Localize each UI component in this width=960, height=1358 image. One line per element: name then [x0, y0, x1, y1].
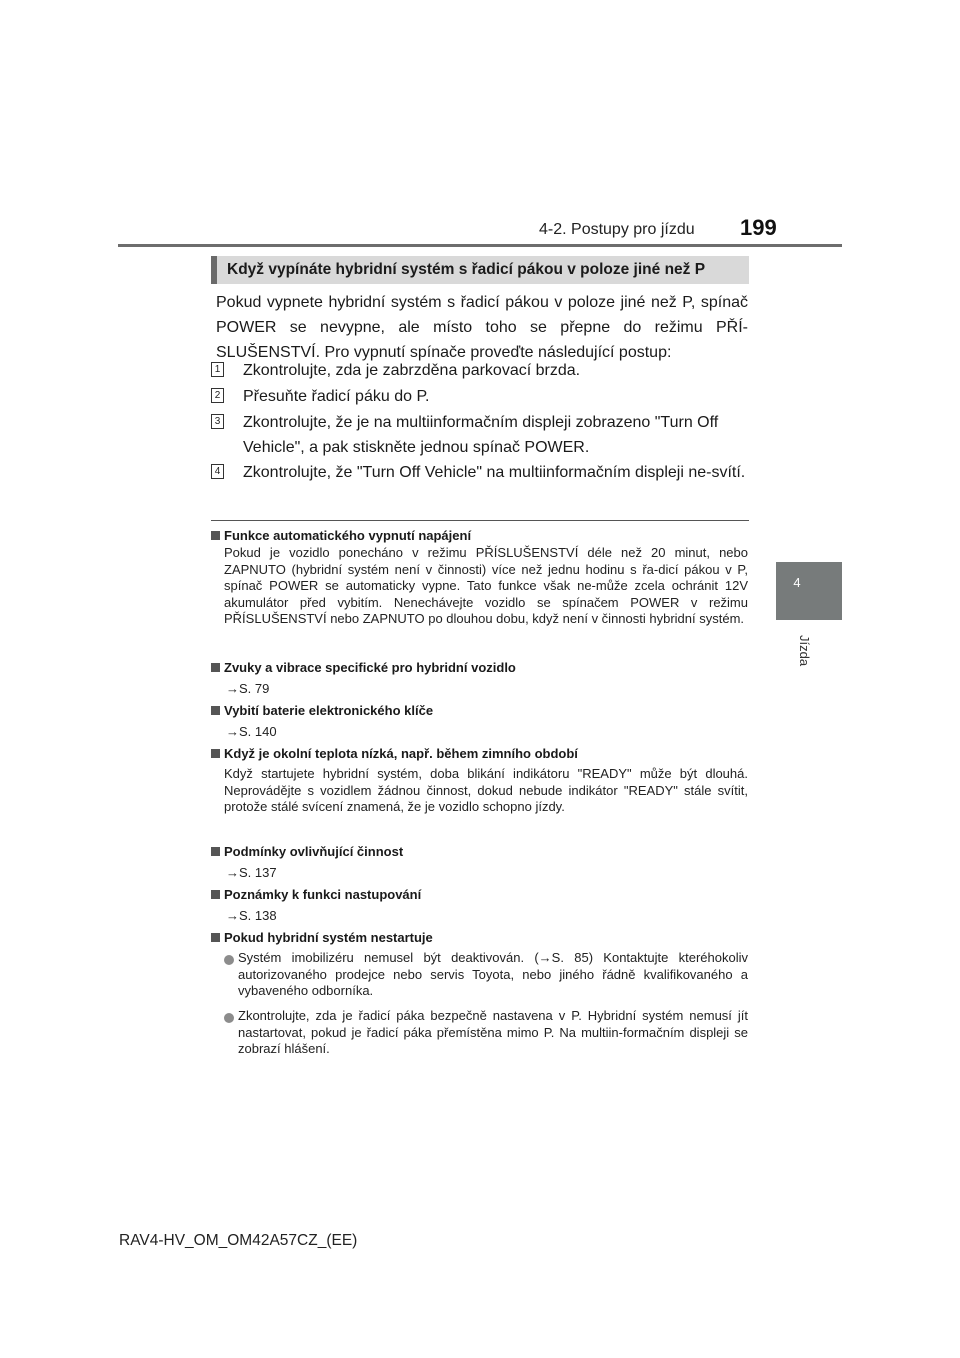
chapter-tab-number: 4 — [793, 575, 801, 590]
note-heading: Zvuky a vibrace specifické pro hybridní vozidlo — [211, 660, 516, 675]
note-heading: Vybití baterie elektronického klíče — [211, 703, 433, 718]
note-heading: Podmínky ovlivňující činnost — [211, 844, 403, 859]
note-heading: Pokud hybridní systém nestartuje — [211, 930, 433, 945]
circle-bullet-icon — [224, 1013, 234, 1023]
notes-divider — [211, 520, 749, 521]
bullet-text: Systém imobilizéru nemusel být deaktivován. (→S. 85) Kontaktujte kteréhokoliv autorizovaného prodejce nebo servis Toyota, nebo jiného řádně kvalifikovaného a vybaveného odborníka. — [238, 950, 748, 998]
section-heading: Když vypínáte hybridní systém s řadicí pákou v poloze jiné než P — [227, 261, 706, 278]
step-text: Přesuňte řadicí páku do P. — [243, 388, 430, 405]
page-reference: →S. 79 — [226, 681, 270, 696]
chapter-tab — [776, 562, 842, 620]
square-bullet-icon — [211, 933, 220, 942]
note-body: Když startujete hybridní systém, doba blikání indikátoru "READY" může být dlouhá. Neprovádějte s vozidlem žádnou činnost, dokud nebude indikátor "READY" stále svítit, protože stálé svícení znamená, že je vozidlo schopno jízdy. — [224, 766, 748, 814]
page-reference: →S. 137 — [226, 865, 277, 880]
step-number-box: 4 — [211, 464, 224, 479]
square-bullet-icon — [211, 890, 220, 899]
bullet-text: Zkontrolujte, zda je řadicí páka bezpečně nastavena v P. Hybridní systém nemusí jít nastartovat, pokud je řadicí páka přemístěna mimo P. Na multiin-formačním displeji se zobrazí hlášení. — [238, 1008, 748, 1056]
header-rule — [118, 244, 842, 247]
section-heading-bar — [211, 256, 749, 284]
step-number-box: 1 — [211, 362, 224, 377]
square-bullet-icon — [211, 749, 220, 758]
square-bullet-icon — [211, 531, 220, 540]
square-bullet-icon — [211, 847, 220, 856]
step-text: Zkontrolujte, že "Turn Off Vehicle" na multiinformačním displeji ne-svítí. — [243, 464, 746, 481]
note-heading: Když je okolní teplota nízká, např. během zimního období — [211, 746, 578, 761]
intro-paragraph: Pokud vypnete hybridní systém s řadicí pákou v poloze jiné než P, spínač POWER se nevypne, ale místo toho se přepne do režimu PŘÍ-SLUŠENSTVÍ. Pro vypnutí spínače proveďte následující postup: — [216, 294, 748, 361]
note-heading: Poznámky k funkci nastupování — [211, 887, 421, 902]
step-number-box: 2 — [211, 388, 224, 403]
page-reference: →S. 138 — [226, 908, 277, 923]
step-text: Zkontrolujte, že je na multiinformačním displeji zobrazeno "Turn Off Vehicle", a pak stiskněte jednou spínač POWER. — [243, 414, 719, 456]
chapter-tab-label: Jízda — [797, 635, 812, 667]
note-heading: Funkce automatického vypnutí napájení — [211, 528, 471, 543]
note-body: Pokud je vozidlo ponecháno v režimu PŘÍSLUŠENSTVÍ déle než 20 minut, nebo ZAPNUTO (hybridní systém není v činnosti) více než jednu hodinu s řa-dicí pákou v P, spínač POWER se automaticky vypne. Tato funkce však ne-může zcela ochránit 12V akumulátor před vybitím. Nenechávejte vozidlo se spínačem POWER v režimu PŘÍSLUŠENSTVÍ nebo ZAPNUTO po dlouhou dobu, když není v činnosti hybridní systém. — [224, 545, 748, 626]
page-number: 199 — [740, 215, 777, 240]
step-text: Zkontrolujte, zda je zabrzděna parkovací brzda. — [243, 362, 581, 379]
circle-bullet-icon — [224, 955, 234, 965]
step-number-box: 3 — [211, 414, 224, 429]
square-bullet-icon — [211, 663, 220, 672]
section-title: 4-2. Postupy pro jízdu — [539, 221, 695, 238]
document-code: RAV4-HV_OM_OM42A57CZ_(EE) — [119, 1232, 358, 1249]
page-reference: →S. 140 — [226, 724, 277, 739]
square-bullet-icon — [211, 706, 220, 715]
